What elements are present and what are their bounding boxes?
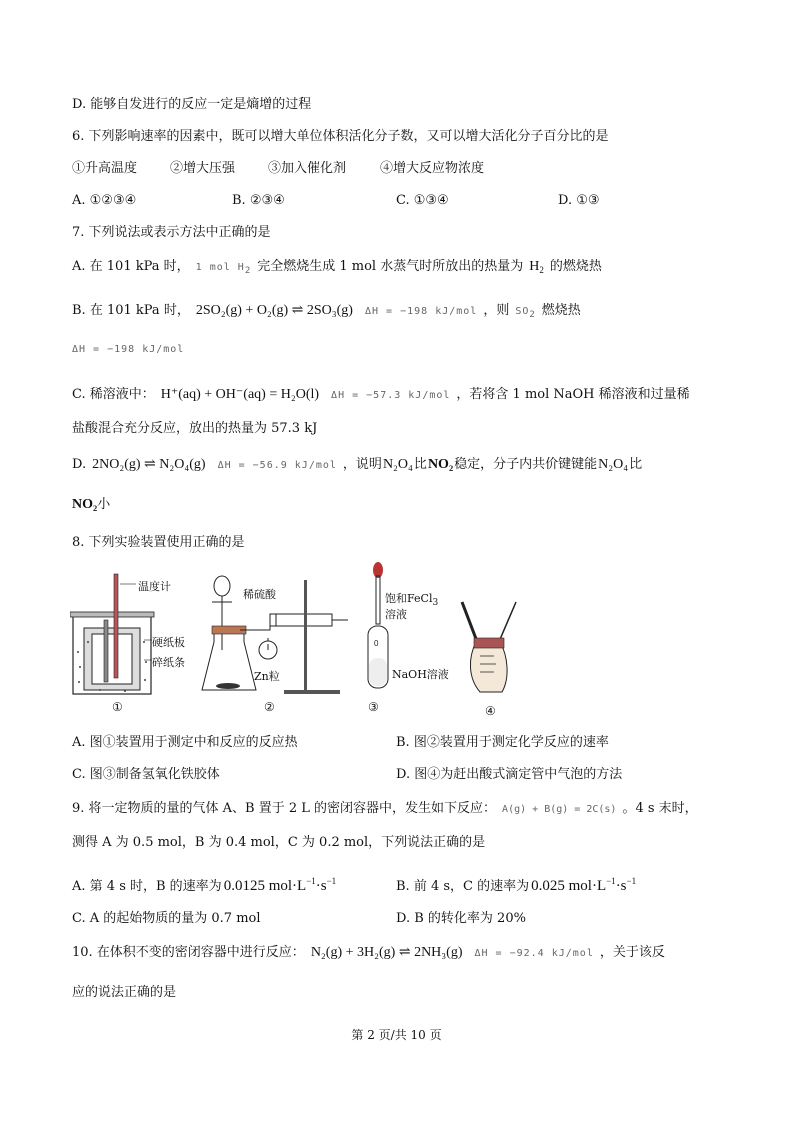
q7c-post: ，若将含 1 mol NaOH 稀溶液和过量稀 <box>456 387 690 402</box>
q6-stem: 6. 下列影响速率的因素中，既可以增大单位体积活化分子数，又可以增大活化分子百分比的是 <box>72 129 609 144</box>
q9-stem-line2: 测得 A 为 0.5 mol，B 为 0.4 mol，C 为 0.2 mol，下列说法正确的是 <box>72 835 486 850</box>
q6-option-d: D. ①③ <box>558 193 600 208</box>
q7d-n2o4b: N₂O₄ <box>598 457 629 472</box>
page-footer: 第 2 页/共 10 页 <box>351 1028 442 1042</box>
q9-option-d: D. B 的转化率为 20% <box>396 911 526 926</box>
q6-item-4: ④增大反应物浓度 <box>380 161 485 176</box>
cardboard-label: 硬纸板 <box>152 636 185 649</box>
q6-item-1: ①升高温度 <box>72 161 138 176</box>
q7b-equation: 2SO₂(g) + O₂(g) ⇌ 2SO₃(g) <box>195 303 353 318</box>
figure-number-3: ③ <box>368 700 379 714</box>
q9-stem-line1: 9. 将一定物质的量的气体 A、B 置于 2 L 的密闭容器中，发生如下反应： A(g) + B(g) = 2C(s) 。4 s 末时， <box>72 801 698 816</box>
q7b-post: 燃烧热 <box>541 303 581 318</box>
q9-option-a: A. 第 4 s 时，B 的速率为 0.0125 $mol\cdot L^{-1}\cdot s^{-1}$ <box>72 876 337 894</box>
q9-option-c: C. A 的起始物质的量为 0.7 mol <box>72 911 261 926</box>
q7d-pre: D. <box>72 457 87 472</box>
q7-option-c <box>72 386 690 405</box>
q7c-pre: C. 稀溶液中： <box>72 387 155 402</box>
q10-stem-line1: 10. 在体积不变的密闭容器中进行反应： N₂(g) + 3H₂(g) ⇌ 2NH₃(g) ΔH = −92.4 kJ/mol ，关于该反 <box>72 945 665 960</box>
q8-option-b: B. 图②装置用于测定化学反应的速率 <box>396 735 609 750</box>
q6-item-2: ②增大压强 <box>170 161 236 176</box>
q7d-dh: ΔH = −56.9 kJ/mol <box>217 460 337 471</box>
q8-option-d: D. 图④为赶出酸式滴定管中气泡的方法 <box>396 767 623 782</box>
acid-label: 稀硫酸 <box>243 588 276 601</box>
fecl3-label: 饱和FeCl$_3$ <box>385 592 439 608</box>
q7c-equation: H⁺(aq) + OH⁻(aq) = H₂O(l) <box>160 387 320 402</box>
q7d-text2: 比 <box>413 457 427 472</box>
q7d-line2: NO₂小 <box>72 497 111 512</box>
q10-stem-line2: 应的说法正确的是 <box>72 985 177 1000</box>
q7b-dh: ΔH = −198 kJ/mol <box>364 306 478 317</box>
figure-number-2: ② <box>264 700 275 714</box>
q6-item-3: ③加入催化剂 <box>268 161 347 176</box>
q6-option-c: C. ①③④ <box>396 193 449 208</box>
q7a-mid: 完全燃烧生成 1 mol 水蒸气时所放出的热量为 <box>257 259 524 274</box>
q7-option-b <box>72 302 581 324</box>
q7a-h2: $H_2$ <box>529 259 544 275</box>
q10-dh: ΔH = −92.4 kJ/mol <box>474 948 594 959</box>
q10-equation: N₂(g) + 3H₂(g) ⇌ 2NH₃(g) <box>310 945 463 960</box>
q8-option-c: C. 图③制备氢氧化铁胶体 <box>72 767 220 782</box>
q7a-post: 的燃烧热 <box>549 259 602 274</box>
q8-option-a: A. 图①装置用于测定中和反应的反应热 <box>72 735 298 750</box>
figure-number-4: ④ <box>485 704 496 718</box>
q7c-dh: ΔH = −57.3 kJ/mol <box>331 390 451 401</box>
q7b-mid: ，则 <box>483 303 510 318</box>
rate-apparatus-figure <box>200 572 360 702</box>
q7-option-a <box>72 258 602 280</box>
q8-stem: 8. 下列实验装置使用正确的是 <box>72 535 245 550</box>
naoh-label: NaOH溶液 <box>392 668 449 681</box>
paper-label: 碎纸条 <box>152 656 185 669</box>
q7d-equation: 2NO₂(g) ⇌ N₂O₄(g) <box>92 457 206 472</box>
q6-option-a: A. ①②③④ <box>72 193 137 208</box>
q5-option-d: D. 能够自发进行的反应一定是熵增的过程 <box>72 97 312 112</box>
zn-label: Zn粒 <box>254 670 280 683</box>
q7c-line2: 盐酸混合充分反应，放出的热量为 57.3 kJ <box>72 421 318 436</box>
q7d-text4: 比 <box>629 457 643 472</box>
q7b-pre: B. 在 101 kPa 时， <box>72 303 190 318</box>
q7b-line2: ΔH = −198 kJ/mol <box>72 344 185 355</box>
q7d-text1: ，说明 <box>342 457 382 472</box>
solution-label: 溶液 <box>385 608 407 621</box>
q7d-no2: NO₂ <box>427 457 454 472</box>
thermometer-label: 温度计 <box>138 580 171 593</box>
burette-hand-figure <box>458 598 528 698</box>
q6-option-b: B. ②③④ <box>232 193 285 208</box>
svg-text:0: 0 <box>374 639 379 648</box>
q7b-so2: SO2 <box>515 306 536 320</box>
q7a-formula: 1 mol H2 <box>195 262 252 276</box>
q7-stem: 7. 下列说法或表示方法中正确的是 <box>72 225 271 240</box>
q7-option-d <box>72 456 642 475</box>
q9-option-b: B. 前 4 s，C 的速率为 0.025 $mol\cdot L^{-1}\cdot s^{-1}$ <box>396 876 637 894</box>
q7d-text3: 稳定，分子内共价键键能 <box>454 457 598 472</box>
q7d-n2o4: N₂O₄ <box>382 457 413 472</box>
q9-equation: A(g) + B(g) = 2C(s) <box>502 804 617 815</box>
figure-number-1: ① <box>112 700 123 714</box>
q7a-pre: A. 在 101 kPa 时， <box>72 259 190 274</box>
